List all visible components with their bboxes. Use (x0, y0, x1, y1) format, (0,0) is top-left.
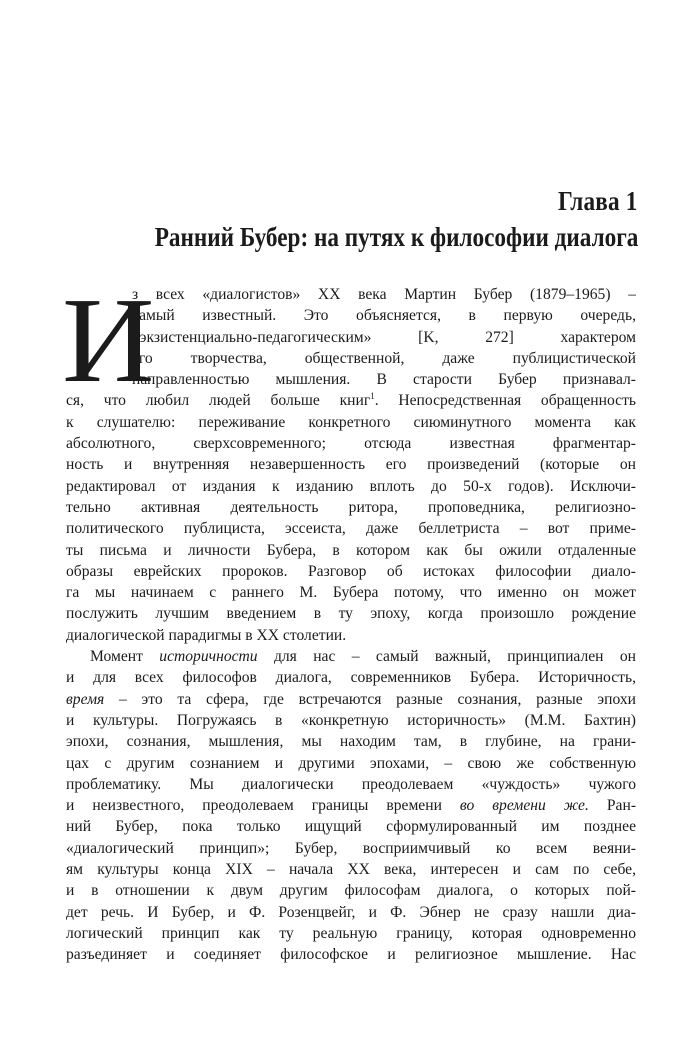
text-fragment: . Непосредственная обращенность (374, 392, 636, 410)
text-line: з всех «диалогистов» ХХ века Мартин Бубер (1879–1965) – (132, 286, 636, 303)
text-line: проблематику. Мы диалогически преодолеваем «чуждость» чужого (66, 775, 636, 793)
chapter-title: Ранний Бубер: на путях к философии диалога (154, 222, 638, 252)
text-line: его творчества, общественной, даже публицистической (132, 349, 636, 367)
text-line: политического публициста, эссеиста, даже беллетриста – вот приме- (66, 520, 636, 538)
text-fragment: Момент (90, 648, 160, 666)
text-line: ность и внутренняя незавершенность его произведений (которые он (66, 456, 636, 474)
text-line: тельно активная деятельность ритора, проповедника, религиозно- (66, 498, 636, 516)
text-line: самый известный. Это объясняется, в первую очередь, (132, 307, 636, 325)
text-fragment: – это та сфера, где встречаются разные сознания, разные эпохи (104, 690, 636, 708)
text-line: послужить лучшим введением в ту эпоху, когда произошло рождение (66, 605, 636, 623)
text-line: ям культуры конца XIX – начала XX века, интересен и сам по себе, (66, 861, 636, 879)
italic-term: во времени же. (459, 797, 589, 815)
text-fragment: Ран- (588, 797, 636, 815)
text-line: дет речь. И Бубер, и Ф. Розенцвейг, и Ф. Эбнер не сразу нашли диа- (66, 903, 636, 921)
text-fragment: для нас – самый важный, принципиален он (257, 648, 636, 666)
text-line: и в отношении к двум другим философам диалога, о которых пой- (66, 882, 636, 900)
text-line: «диалогический принцип»; Бубер, восприимчивый ко всем веяни- (66, 839, 636, 857)
text-line: «экзистенциально-педагогическим» [K, 272] характером (132, 328, 636, 346)
text-line: эпохи, сознания, мышления, мы находим там, в глубине, на грани- (66, 733, 636, 751)
text-line (66, 795, 636, 816)
drop-cap: И (62, 273, 155, 408)
italic-term: историчности (159, 648, 258, 666)
text-line (66, 689, 636, 710)
text-line: редактировал от издания к изданию вплоть до 50-х годов). Исключи- (66, 477, 636, 495)
text-line: абсолютного, сверхсовременного; отсюда известная фрагментар- (66, 435, 636, 453)
text-line: логический принцип как ту реальную границу, которая одновременно (66, 924, 636, 942)
text-line: разъединяет и соединяет философское и религиозное мышление. Нас (66, 946, 636, 964)
chapter-body (66, 284, 636, 966)
text-line (66, 390, 636, 411)
text-line: и культуры. Погружаясь в «конкретную историчность» (М.М. Бахтин) (66, 711, 636, 729)
text-line (66, 646, 636, 667)
text-line: образы еврейских пророков. Разговор об истоках философии диало- (66, 562, 636, 580)
text-line: га мы начинаем с раннего М. Бубера потому, что именно он может (66, 584, 636, 602)
text-line: к слушателю: переживание конкретного сиюминутного момента как (66, 413, 636, 431)
text-line: ты письма и личности Бубера, в котором как бы ожили отдаленные (66, 541, 636, 559)
text-line: ний Бубер, пока только ищущий сформулированный им позднее (66, 818, 636, 836)
italic-term: время (66, 690, 105, 708)
text-line: цах с другим сознанием и другими эпохами, – свою же собственную (66, 754, 636, 772)
text-line: направленностью мышления. В старости Бубер признавал- (132, 371, 636, 389)
text-line: диалогической парадигмы в ХХ столетии. (66, 626, 347, 644)
text-fragment: и неизвестного, преодолеваем границы времени (66, 797, 460, 815)
text-line: и для всех философов диалога, современников Бубера. Историчность, (66, 669, 636, 687)
text-fragment: ся, что любил людей больше книг (66, 392, 371, 410)
chapter-number: Глава 1 (558, 186, 638, 216)
footnote-mark[interactable]: 1 (370, 391, 375, 402)
